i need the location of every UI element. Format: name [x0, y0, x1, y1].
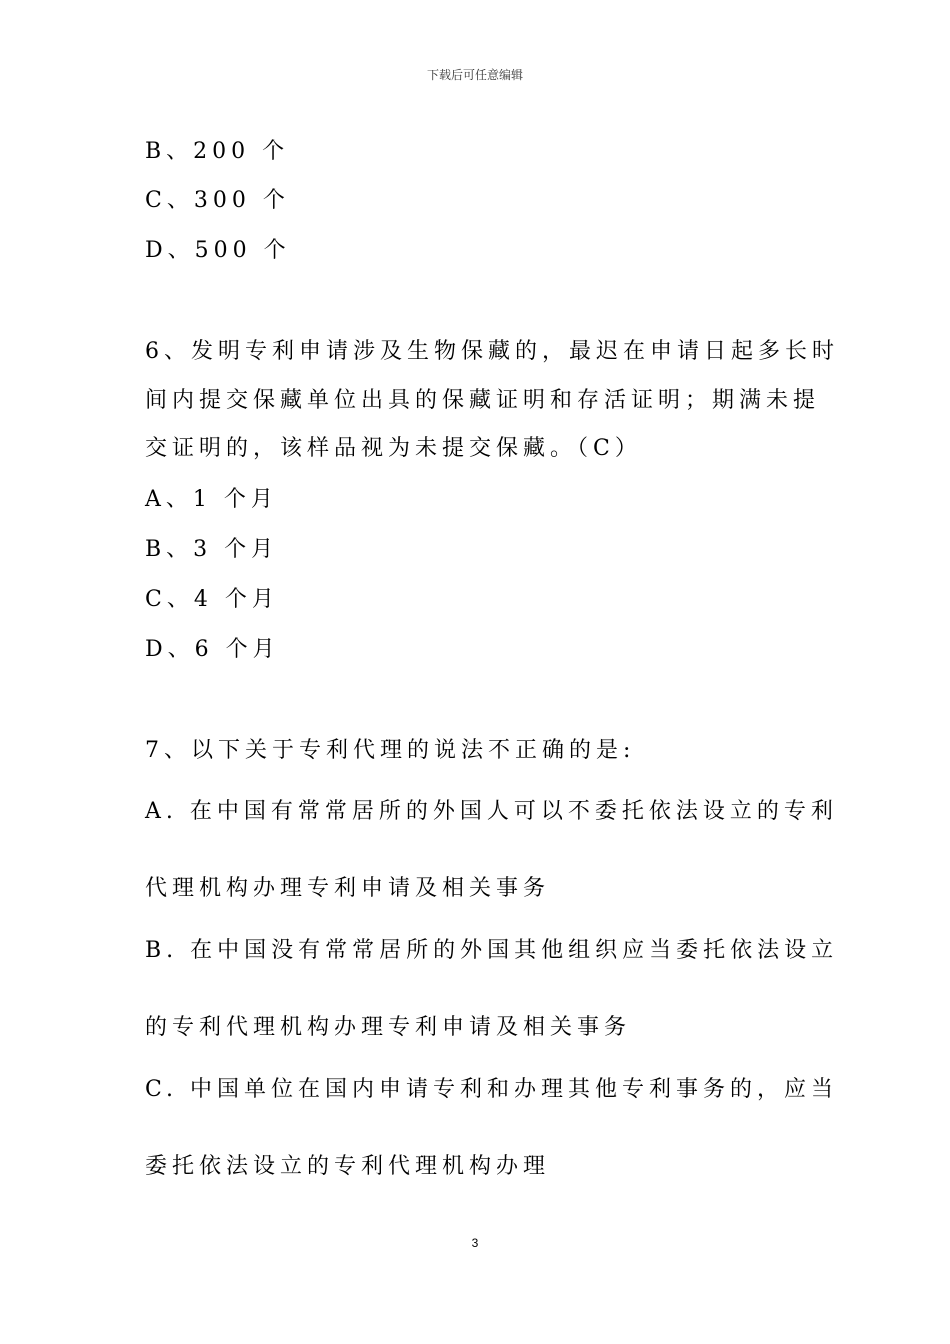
q7-option-a-line-2: 代理机构办理专利申请及相关事务: [145, 876, 551, 901]
q6-stem-line-2: 间内提交保藏单位出具的保藏证明和存活证明；期满未提: [145, 388, 821, 413]
q7-option-b-line-1: B. 在中国没有常常居所的外国其他组织应当委托依法设立: [145, 938, 839, 963]
q6-option-d: D、6 个月: [145, 637, 280, 662]
q5-option-b: B、200 个: [145, 139, 290, 164]
q5-option-c: C、300 个: [145, 188, 290, 213]
q6-option-b: B、3 个月: [145, 537, 279, 562]
q7-option-a-line-1: A. 在中国有常常居所的外国人可以不委托依法设立的专利: [145, 799, 838, 824]
q6-option-a: A、1 个月: [145, 487, 278, 512]
q7-option-c-line-1: C. 中国单位在国内申请专利和办理其他专利事务的，应当: [145, 1077, 839, 1102]
q6-stem-line-3: 交证明的，该样品视为未提交保藏。（C）: [145, 436, 642, 461]
q6-stem-line-1: 6、发明专利申请涉及生物保藏的，最迟在申请日起多长时: [145, 339, 839, 364]
page-header: 下载后可任意编辑: [426, 68, 523, 82]
q6-option-c: C、4 个月: [145, 587, 279, 612]
q7-option-c-line-2: 委托依法设立的专利代理机构办理: [145, 1154, 551, 1179]
q5-option-d: D、500 个: [145, 238, 291, 263]
q7-stem: 7、以下关于专利代理的说法不正确的是:: [145, 738, 636, 763]
page-number: 3: [471, 1236, 479, 1250]
q7-option-b-line-2: 的专利代理机构办理专利申请及相关事务: [145, 1015, 632, 1040]
